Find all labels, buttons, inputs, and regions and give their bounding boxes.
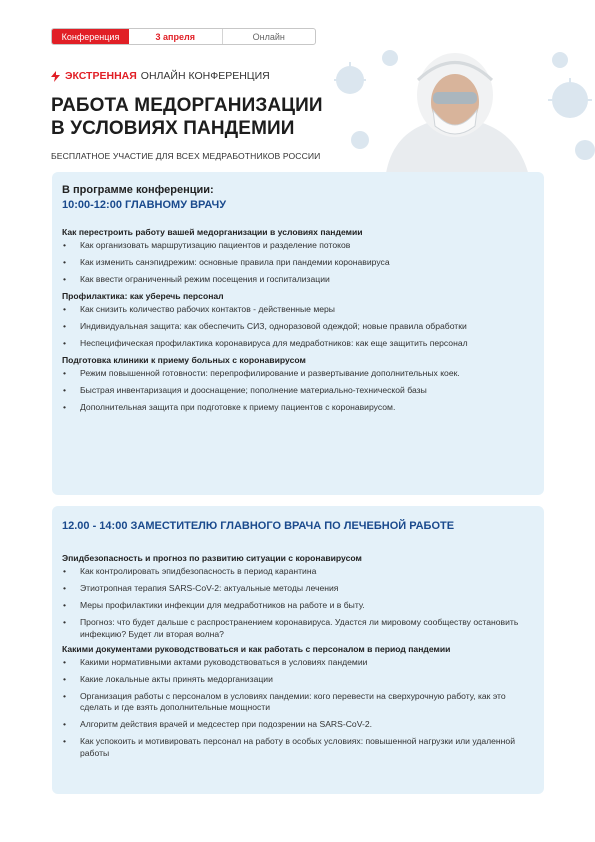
tab-bar [51,28,316,45]
page-title [51,94,351,140]
section-title: Эпидбезопасность и прогноз по развитию ситуации с коронавирусом [62,553,362,563]
title-line-1: РАБОТА МЕДОРГАНИЗАЦИИ [51,95,323,116]
program-heading: В программе конференции: [62,184,214,196]
list-item: • Дополнительная защита при подготовке к приему пациентов с коронавирусом. [62,402,534,414]
list-item: • Индивидуальная защита: как обеспечить СИЗ, одноразовой одеждой; новые правила обработки [62,321,534,333]
list-item: • Как контролировать эпидбезопасность в период карантина [62,566,534,578]
section-list [62,657,534,760]
doctor-figure [385,53,530,180]
list-item: • Какие локальные акты принять медорганизации [62,674,534,686]
conference-kicker [51,70,270,82]
list-item: • Быстрая инвентаризация и дооснащение; пополнение материально-технической базы [62,385,534,397]
list-item: • Этиотропная терапия SARS-CoV-2: актуальные методы лечения [62,583,534,595]
kicker-emergency: ЭКСТРЕННАЯ [65,70,137,82]
section-list [62,304,534,350]
title-line-2: В УСЛОВИЯХ ПАНДЕМИИ [51,118,295,139]
list-item: • Неспецифическая профилактика коронавируса для медработников: как еще защитить персонал [62,338,534,350]
list-item: • Как изменить санэпидрежим: основные правила при пандемии коронавируса [62,257,534,269]
section-title: Какими документами руководствоваться и как работать с персоналом в период пандемии [62,643,451,654]
list-item: • Прогноз: что будет дальше с распространением коронавируса. Удастся ли мировому сообществу остановить инфекцию? Будет ли вторая волна? [62,617,534,640]
list-item: • Организация работы с персоналом в условиях пандемии: кого перевести на сверхурочную работу, как это сделать и где взять дополнительные мощности [62,691,534,714]
section-title: Как перестроить работу вашей медорганизации в условиях пандемии [62,227,363,237]
hero-illustration [330,40,595,180]
list-item: • Режим повышенной готовности: перепрофилирование и развертывание дополнительных коек. [62,368,534,380]
list-item: • Меры профилактики инфекции для медработников на работе и в быту. [62,600,534,612]
lightning-bolt-icon [51,71,60,82]
list-item: • Как ввести ограниченный режим посещения и госпитализации [62,274,534,286]
list-item: • Алгоритм действия врачей и медсестер при подозрении на SARS-CoV-2. [62,719,534,731]
section-list [62,240,534,286]
tab-online[interactable]: Онлайн [252,31,285,42]
section-list [62,368,534,414]
program-block-chief-doctor [52,172,544,495]
kicker-online-conference: ОНЛАЙН КОНФЕРЕНЦИЯ [140,70,270,82]
list-item: • Как организовать маршрутизацию пациентов и разделение потоков [62,240,534,252]
tab-conference[interactable]: Конференция [52,29,129,44]
tab-date[interactable]: 3 апреля [129,29,223,44]
block-time-title: 12.00 - 14:00 ЗАМЕСТИТЕЛЮ ГЛАВНОГО ВРАЧА ПО ЛЕЧЕБНОЙ РАБОТЕ [62,520,455,532]
block-time-title: 10:00-12:00 ГЛАВНОМУ ВРАЧУ [62,199,227,211]
program-block-deputy-chief [52,506,544,794]
section-title: Подготовка клиники к приему больных с коронавирусом [62,355,306,365]
list-item: • Как успокоить и мотивировать персонал на работу в особых условиях: повышенной нагрузки или удаленной работы [62,736,534,759]
page-subtitle: БЕСПЛАТНОЕ УЧАСТИЕ ДЛЯ ВСЕХ МЕДРАБОТНИКОВ РОССИИ [51,151,321,161]
list-item: • Какими нормативными актами руководствоваться в условиях пандемии [62,657,534,669]
list-item: • Как снизить количество рабочих контактов - действенные меры [62,304,534,316]
section-list [62,566,534,640]
section-title: Профилактика: как уберечь персонал [62,291,224,301]
